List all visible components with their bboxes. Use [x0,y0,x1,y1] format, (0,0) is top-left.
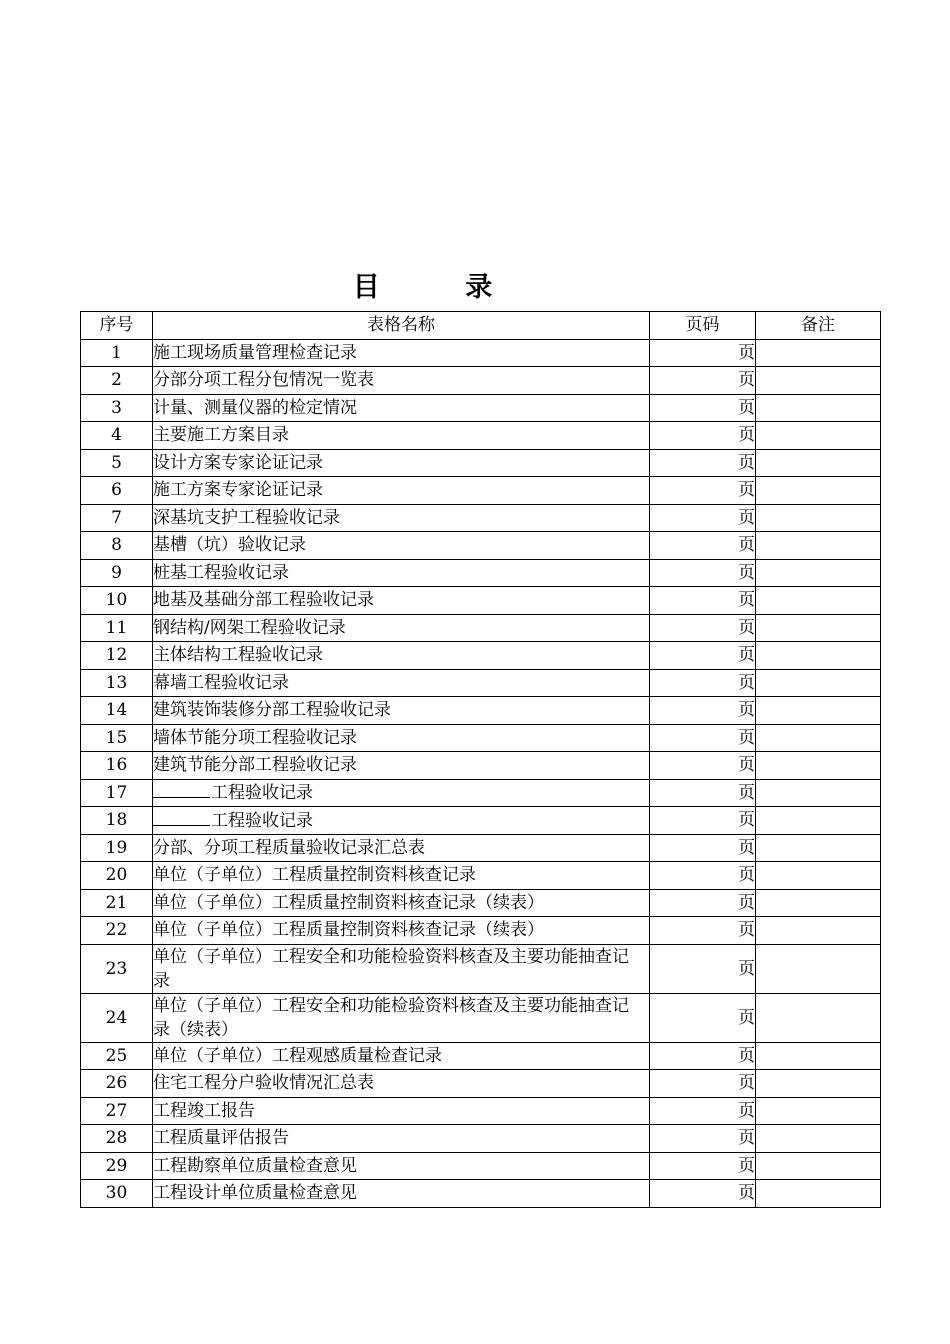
row-number: 28 [81,1125,153,1153]
row-page: 页 [650,422,756,450]
row-form-name [153,422,650,450]
row-page: 页 [650,944,756,993]
row-form-name-text: 墙体节能分项工程验收记录 [153,727,357,748]
row-remarks [756,1152,881,1180]
row-form-name [153,697,650,725]
row-remarks [756,1070,881,1098]
row-remarks [756,532,881,560]
row-remarks [756,642,881,670]
row-form-name-text: 桩基工程验收记录 [153,562,289,583]
row-form-name [153,587,650,615]
row-form-name-text: 工程竣工报告 [153,1100,255,1121]
row-remarks [756,394,881,422]
row-remarks [756,1180,881,1208]
row-form-name-text: 基槽（坑）验收记录 [153,535,306,556]
table-row [81,339,881,367]
row-form-name-text: 钢结构/网架工程验收记录 [153,617,346,638]
row-remarks [756,752,881,780]
table-row [81,1180,881,1208]
row-form-name-text: 住宅工程分户验收情况汇总表 [153,1073,374,1094]
row-number: 10 [81,587,153,615]
row-form-name-text: 分部、分项工程质量验收记录汇总表 [153,837,425,858]
row-page: 页 [650,669,756,697]
row-form-name [153,944,650,993]
row-page: 页 [650,807,756,835]
row-page: 页 [650,724,756,752]
row-form-name [153,807,650,835]
table-row [81,587,881,615]
row-number: 22 [81,917,153,945]
row-page: 页 [650,889,756,917]
row-form-name-text: 工程勘察单位质量检查意见 [153,1155,357,1176]
row-remarks [756,367,881,395]
row-number: 14 [81,697,153,725]
row-form-name-text: 设计方案专家论证记录 [153,452,323,473]
row-form-name [153,1180,650,1208]
row-page: 页 [650,917,756,945]
row-form-name [153,614,650,642]
row-number: 11 [81,614,153,642]
row-form-name [153,834,650,862]
row-remarks [756,339,881,367]
row-number: 29 [81,1152,153,1180]
row-form-name-text: 地基及基础分部工程验收记录 [153,590,374,611]
row-number: 20 [81,862,153,890]
header-page: 页码 [650,312,756,340]
table-row [81,862,881,890]
row-remarks [756,779,881,807]
table-row [81,394,881,422]
row-form-name [153,532,650,560]
row-number: 1 [81,339,153,367]
table-row [81,944,881,993]
row-page: 页 [650,532,756,560]
row-number: 3 [81,394,153,422]
row-form-name [153,1042,650,1070]
table-row [81,1042,881,1070]
table-row [81,367,881,395]
row-page: 页 [650,834,756,862]
row-remarks [756,587,881,615]
row-remarks [756,862,881,890]
row-form-name-text: 单位（子单位）工程质量控制资料核查记录（续表） [153,892,544,913]
row-remarks [756,1097,881,1125]
row-form-name [153,504,650,532]
row-remarks [756,559,881,587]
table-row [81,724,881,752]
row-form-name-text: 单位（子单位）工程观感质量检查记录 [153,1045,442,1066]
row-number: 5 [81,449,153,477]
row-number: 19 [81,834,153,862]
row-form-name-text: 单位（子单位）工程质量控制资料核查记录 [153,865,476,886]
header-number: 序号 [81,312,153,340]
table-row [81,993,881,1042]
row-remarks [756,807,881,835]
row-page: 页 [650,1097,756,1125]
fill-in-blank [153,810,210,826]
row-remarks [756,422,881,450]
row-form-name [153,752,650,780]
row-form-name-text: 工程验收记录 [211,783,313,804]
table-row [81,449,881,477]
row-page: 页 [650,1180,756,1208]
row-form-name-text: 主体结构工程验收记录 [153,645,323,666]
row-form-name-text: 工程质量评估报告 [153,1128,289,1149]
row-form-name-text: 单位（子单位）工程质量控制资料核查记录（续表） [153,920,544,941]
table-row [81,1097,881,1125]
row-form-name [153,779,650,807]
row-form-name [153,724,650,752]
row-form-name-text: 计量、测量仪器的检定情况 [153,397,357,418]
row-remarks [756,504,881,532]
row-form-name-text: 建筑节能分部工程验收记录 [153,755,357,776]
row-form-name-text: 单位（子单位）工程安全和功能检验资料核查及主要功能抽查记录 [153,946,629,991]
row-form-name [153,559,650,587]
row-form-name [153,367,650,395]
row-number: 6 [81,477,153,505]
row-form-name-text: 工程验收记录 [211,810,313,831]
row-remarks [756,944,881,993]
row-form-name [153,477,650,505]
row-form-name [153,669,650,697]
row-number: 25 [81,1042,153,1070]
row-number: 18 [81,807,153,835]
row-page: 页 [650,394,756,422]
row-remarks [756,669,881,697]
row-form-name [153,339,650,367]
row-page: 页 [650,1125,756,1153]
table-row [81,532,881,560]
row-form-name [153,917,650,945]
row-form-name-text: 单位（子单位）工程安全和功能检验资料核查及主要功能抽查记录（续表） [153,995,629,1040]
table-row [81,669,881,697]
row-number: 21 [81,889,153,917]
table-row [81,614,881,642]
row-remarks [756,614,881,642]
table-of-contents [80,311,881,1208]
row-number: 24 [81,993,153,1042]
row-form-name-text: 深基坑支护工程验收记录 [153,507,340,528]
row-form-name-text: 分部分项工程分包情况一览表 [153,370,374,391]
table-row [81,752,881,780]
row-number: 15 [81,724,153,752]
row-number: 13 [81,669,153,697]
row-page: 页 [650,862,756,890]
row-page: 页 [650,1042,756,1070]
row-remarks [756,917,881,945]
row-form-name [153,449,650,477]
row-page: 页 [650,367,756,395]
row-form-name-text: 施工方案专家论证记录 [153,480,323,501]
row-number: 8 [81,532,153,560]
row-page: 页 [650,614,756,642]
row-number: 16 [81,752,153,780]
row-number: 26 [81,1070,153,1098]
row-form-name [153,642,650,670]
row-number: 27 [81,1097,153,1125]
row-number: 23 [81,944,153,993]
row-number: 4 [81,422,153,450]
table-row [81,889,881,917]
row-remarks [756,1125,881,1153]
header-remarks: 备注 [756,312,881,340]
row-form-name [153,889,650,917]
table-row [81,642,881,670]
row-form-name-text: 建筑装饰装修分部工程验收记录 [153,700,391,721]
row-remarks [756,697,881,725]
row-form-name-text: 幕墙工程验收记录 [153,672,289,693]
table-row [81,834,881,862]
row-form-name [153,1070,650,1098]
table-row [81,422,881,450]
row-page: 页 [650,504,756,532]
row-remarks [756,834,881,862]
row-form-name-text: 主要施工方案目录 [153,425,289,446]
row-page: 页 [650,339,756,367]
table-row [81,779,881,807]
row-page: 页 [650,752,756,780]
table-body [81,339,881,1207]
row-page: 页 [650,1070,756,1098]
row-form-name-text: 施工现场质量管理检查记录 [153,342,357,363]
row-number: 9 [81,559,153,587]
row-page: 页 [650,449,756,477]
row-form-name [153,993,650,1042]
row-number: 7 [81,504,153,532]
row-page: 页 [650,697,756,725]
table-row [81,559,881,587]
row-number: 12 [81,642,153,670]
table-row [81,477,881,505]
row-form-name-text: 工程设计单位质量检查意见 [153,1183,357,1204]
row-page: 页 [650,587,756,615]
table-row [81,1070,881,1098]
table-row [81,1125,881,1153]
fill-in-blank [153,782,210,798]
page-title: 目 录 [352,272,531,303]
row-number: 30 [81,1180,153,1208]
table-row [81,807,881,835]
row-form-name [153,394,650,422]
header-form-name: 表格名称 [153,312,650,340]
row-page: 页 [650,642,756,670]
table-row [81,504,881,532]
row-remarks [756,1042,881,1070]
row-page: 页 [650,477,756,505]
row-form-name [153,862,650,890]
row-page: 页 [650,1152,756,1180]
row-page: 页 [650,993,756,1042]
row-form-name [153,1097,650,1125]
row-number: 17 [81,779,153,807]
row-remarks [756,724,881,752]
row-page: 页 [650,559,756,587]
table-row [81,697,881,725]
row-remarks [756,477,881,505]
row-number: 2 [81,367,153,395]
row-remarks [756,993,881,1042]
table-row [81,1152,881,1180]
row-form-name [153,1125,650,1153]
table-header-row [81,312,881,340]
row-form-name [153,1152,650,1180]
row-page: 页 [650,779,756,807]
row-remarks [756,889,881,917]
row-remarks [756,449,881,477]
table-row [81,917,881,945]
